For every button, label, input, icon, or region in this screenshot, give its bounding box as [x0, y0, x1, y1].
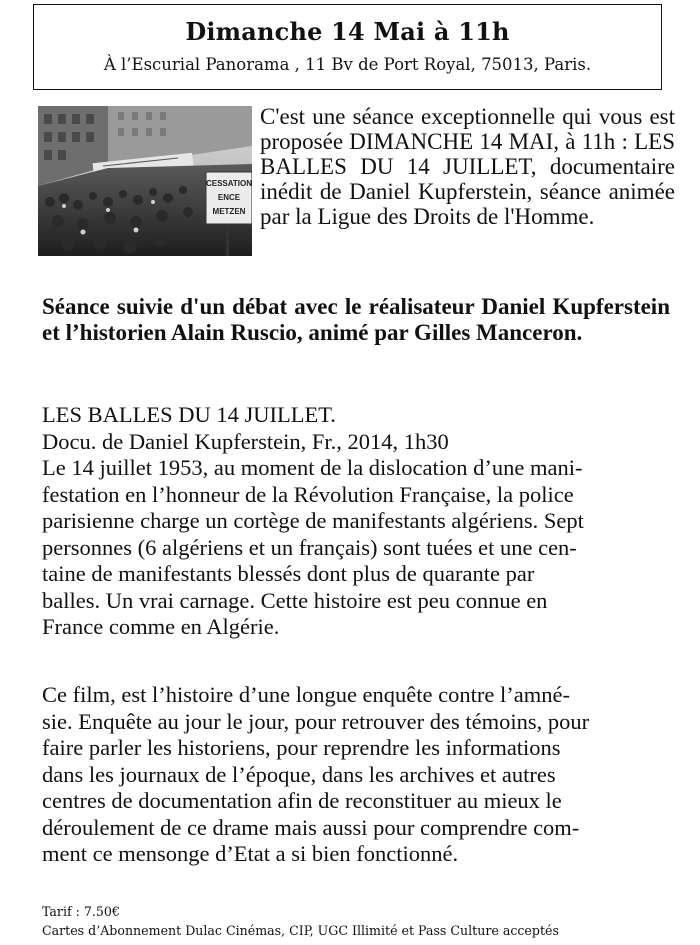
- film-title: LES BALLES DU 14 JUILLET.: [42, 402, 336, 427]
- event-header-box: [33, 4, 662, 90]
- debate-announcement: Séance suivie d'un débat avec le réalisateur Daniel Kupferstein et l’historien Alain Ruscio, animé par Gilles Manceron.: [42, 294, 670, 345]
- synopsis-line: Le 14 juillet 1953, au moment de la dislocation d’une mani-: [42, 455, 583, 480]
- description-line: faire parler les historiens, pour reprendre les informations: [42, 735, 561, 760]
- description-line: dans les journaux de l’époque, dans les archives et autres: [42, 761, 556, 787]
- pricing-footer: [42, 902, 692, 940]
- description-line: centres de documentation afin de reconstituer au mieux le: [42, 788, 562, 813]
- synopsis-line: personnes (6 algériens et un français) sont tuées et une cen-: [42, 534, 577, 560]
- description-line: déroulement de ce drame mais aussi pour comprendre com-: [42, 814, 580, 840]
- film-info-block: [42, 402, 682, 641]
- event-date-title: Dimanche 14 Mai à 11h: [185, 17, 510, 46]
- intro-paragraph: C'est une séance exceptionnelle qui vous est proposée DIMANCHE 14 MAI, à 11h : LES BALLES DU 14 JUILLET, documentaire inédit de Daniel Kupferstein, séance animée par la Ligue des Droits de l'Homme.: [260, 104, 675, 229]
- description-line: sie. Enquête au jour le jour, pour retrouver des témoins, pour: [42, 708, 590, 734]
- description-line: Ce film, est l’histoire d’une longue enquête contre l’amné-: [42, 682, 570, 707]
- synopsis-line: France comme en Algérie.: [42, 614, 280, 639]
- placard-line-1: CESSATION: [205, 179, 252, 188]
- film-description-block: [42, 682, 682, 868]
- synopsis-line: balles. Un vrai carnage. Cette histoire est peu connue en: [42, 587, 548, 613]
- event-venue: À l’Escurial Panorama , 11 Bv de Port Royal, 75013, Paris.: [103, 55, 592, 74]
- description-line: ment ce mensonge d’Etat a si bien fonctionné.: [42, 841, 459, 866]
- ticket-price: Tarif : 7.50€: [42, 904, 120, 919]
- film-credits: Docu. de Daniel Kupferstein, Fr., 2014, 1h30: [42, 428, 449, 454]
- placard-line-3: METZEN: [212, 207, 246, 216]
- synopsis-line: festation en l’honneur de la Révolution Française, la police: [42, 481, 574, 507]
- synopsis-line: parisienne charge un cortège de manifestants algériens. Sept: [42, 508, 584, 533]
- placard-line-2: ENCE: [217, 193, 241, 202]
- synopsis-line: taine de manifestants blessés dont plus de quarante par: [42, 561, 535, 586]
- accepted-cards: Cartes d’Abonnement Dulac Cinémas, CIP, UGC Illimité et Pass Culture acceptés: [42, 923, 559, 938]
- archive-protest-photo: [38, 106, 252, 256]
- protest-photo-illustration: [38, 106, 252, 256]
